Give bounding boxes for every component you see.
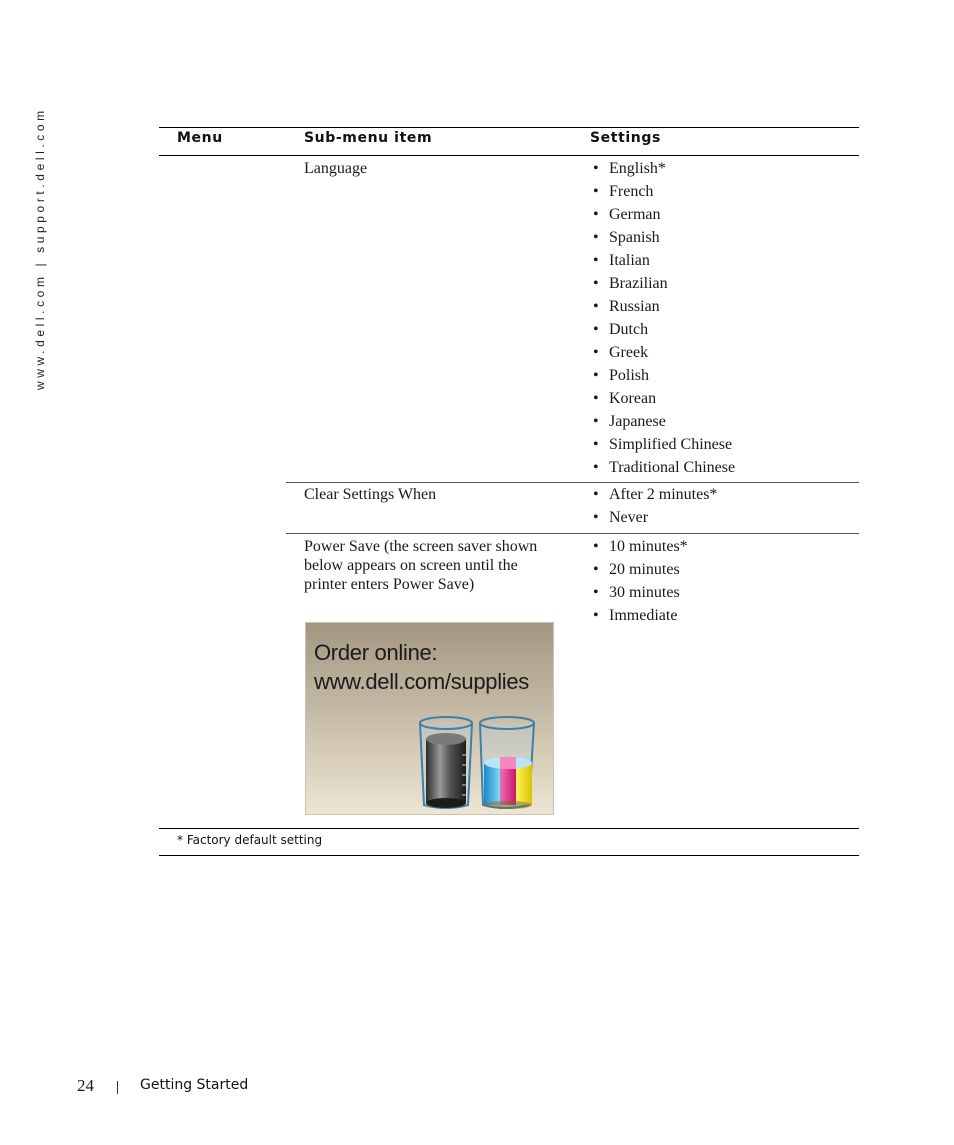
list-item: • Korean <box>593 390 657 407</box>
header-submenu: Sub-menu item <box>304 130 433 146</box>
table-bottom-rule <box>159 828 859 829</box>
footer-separator <box>117 1081 118 1094</box>
list-item: • Dutch <box>593 321 649 338</box>
list-item: • After 2 minutes* <box>593 486 718 503</box>
settings-list-language <box>593 159 735 481</box>
screensaver-text: Order online: www.dell.com/supplies <box>314 640 530 694</box>
list-item: • English* <box>593 160 666 177</box>
section-title: Getting Started <box>140 1077 249 1093</box>
list-item: • Russian <box>593 298 660 315</box>
footnote: * Factory default setting <box>177 833 323 847</box>
list-item: • 30 minutes <box>593 584 680 601</box>
list-item: • Brazilian <box>593 275 668 292</box>
submenu-language: Language <box>304 160 368 177</box>
list-item: • Greek <box>593 344 649 361</box>
row-divider <box>286 482 859 483</box>
page-number: 24 <box>77 1076 94 1095</box>
ink-cartridges-illustration <box>416 715 546 811</box>
list-item: • 10 minutes* <box>593 538 688 555</box>
list-item: • Polish <box>593 367 650 384</box>
list-item: • Traditional Chinese <box>593 459 736 476</box>
settings-list-power <box>593 537 688 629</box>
header-settings: Settings <box>590 130 661 146</box>
color-ink-glass <box>480 717 534 809</box>
list-item: • Japanese <box>593 413 666 430</box>
list-item: • German <box>593 206 661 223</box>
black-ink-glass <box>420 717 472 808</box>
list-item: • Immediate <box>593 607 678 624</box>
footnote-bottom-rule <box>159 855 859 856</box>
list-item: • Spanish <box>593 229 660 246</box>
side-url: www.dell.com | support.dell.com <box>33 107 47 390</box>
table-top-rule <box>159 127 859 128</box>
screensaver-image <box>305 622 554 815</box>
list-item: • Italian <box>593 252 650 269</box>
list-item: • French <box>593 183 654 200</box>
list-item: • Simplified Chinese <box>593 436 733 453</box>
row-divider <box>286 533 859 534</box>
header-menu: Menu <box>177 130 223 146</box>
list-item: • Never <box>593 509 649 526</box>
submenu-power-save: Power Save (the screen saver shown below appears on screen until the printer enters Power Save) <box>304 538 538 593</box>
submenu-clear-settings: Clear Settings When <box>304 486 437 503</box>
header-bottom-rule <box>159 155 859 156</box>
settings-list-clear <box>593 485 717 531</box>
list-item: • 20 minutes <box>593 561 680 578</box>
